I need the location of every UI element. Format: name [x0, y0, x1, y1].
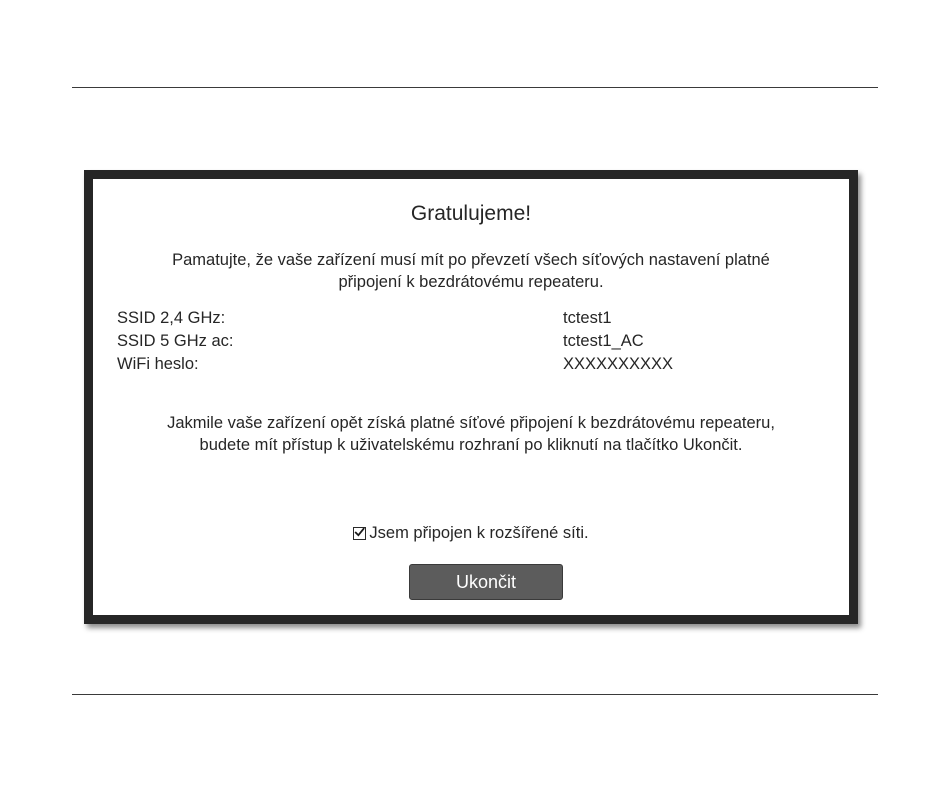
- info-row-ssid-24: [109, 309, 849, 332]
- outro-line-2: budete mít přístup k uživatelskému rozhraní po kliknutí na tlačítko Ukončit.: [199, 436, 743, 454]
- info-value: tctest1: [563, 309, 612, 327]
- info-row-wifi-password: [109, 355, 849, 378]
- intro-text: [113, 249, 829, 293]
- intro-line-2: připojení k bezdrátovému repeateru.: [338, 273, 604, 291]
- outro-line-1: Jakmile vaše zařízení opět získá platné síťové připojení k bezdrátovému repeateru,: [167, 414, 775, 432]
- confirm-connected-checkbox[interactable]: [353, 524, 588, 543]
- checkbox-checked-icon[interactable]: [353, 527, 366, 540]
- info-value: tctest1_AC: [563, 332, 644, 350]
- confirm-checkbox-label: Jsem připojen k rozšířené síti.: [369, 524, 589, 542]
- info-label: SSID 2,4 GHz:: [117, 309, 226, 327]
- intro-line-1: Pamatujte, že vaše zařízení musí mít po převzetí všech síťových nastavení platné: [172, 251, 770, 269]
- info-row-ssid-5: [109, 332, 849, 355]
- info-label: SSID 5 GHz ac:: [117, 332, 234, 350]
- info-value: XXXXXXXXXX: [563, 355, 674, 373]
- confirm-row: [93, 524, 849, 545]
- congratulations-dialog: [84, 170, 858, 624]
- info-label: WiFi heslo:: [117, 355, 199, 373]
- outro-text: [113, 412, 829, 456]
- top-divider: [72, 87, 878, 88]
- bottom-divider: [72, 694, 878, 695]
- network-info-table: [109, 309, 849, 378]
- finish-button[interactable]: Ukončit: [409, 564, 563, 600]
- dialog-title: Gratulujeme!: [410, 202, 532, 225]
